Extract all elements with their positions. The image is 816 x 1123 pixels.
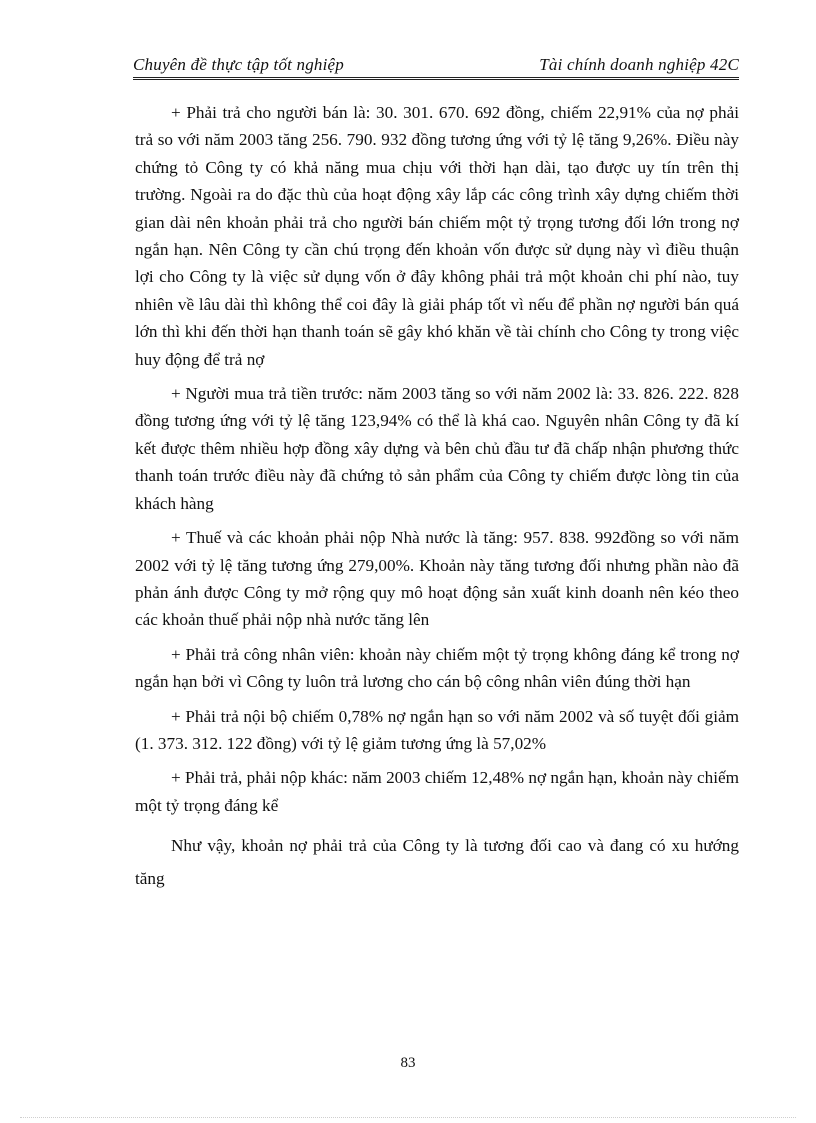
paragraph-conclusion: Như vậy, khoản nợ phải trả của Công ty là tương đối cao và đang có xu hướng tăng <box>135 836 739 889</box>
paragraph-payables-to-employees: + Phải trả công nhân viên: khoản này chiếm một tỷ trọng không đáng kể trong nợ ngắn hạn bởi vì Công ty luôn trả lương cho cán bộ công nhân viên đúng thời hạn <box>135 644 739 692</box>
paragraph-buyer-prepayments: + Người mua trả tiền trước: năm 2003 tăng so với năm 2002 là: 33. 826. 222. 828 đồng tương ứng với tỷ lệ tăng 123,94% có thể là khá cao. Nguyên nhân Công ty đã kí kết được thêm nhiều hợp đồng xây dựng và bên chủ đầu tư đã chấp nhận phương thức thanh toán trước điều này đã chứng tỏ sản phẩm của Công ty chiếm được lòng tin của khách hàng <box>135 384 739 513</box>
paragraph-internal-payables: + Phải trả nội bộ chiếm 0,78% nợ ngắn hạn so với năm 2002 và số tuyệt đối giảm (1. 373. 312. 122 đồng) với tỷ lệ giảm tương ứng là 57,02% <box>135 706 739 753</box>
header-right-title: Tài chính doanh nghiệp 42C <box>539 55 739 74</box>
page-number: 83 <box>400 1055 416 1071</box>
header-left-title: Chuyên đề thực tập tốt nghiệp <box>133 55 345 74</box>
paragraph-payables-to-sellers: + Phải trả cho người bán là: 30. 301. 670. 692 đồng, chiếm 22,91% của nợ phải trả so với năm 2003 tăng 256. 790. 932 đồng tương ứng với tỷ lệ tăng 9,26%. Điều này chứng tỏ Công ty có khả năng mua chịu với thời hạn dài, tạo được uy tín trên thị trường. Ngoài ra do đặc thù của hoạt động xây lắp các công trình xây dựng chiếm thời gian dài nên khoản phải trả cho người bán chiếm một tỷ trọng tương đối lớn trong nợ ngắn hạn. Nên Công ty cần chú trọng đến khoản vốn được sử dụng này vì điều thuận lợi cho Công ty là việc sử dụng vốn ở đây không phải trả một khoản chi phí nào, tuy nhiên về lâu dài thì không thể coi đây là giải pháp tốt vì nếu để phần nợ người bán quá lớn thì khi đến thời hạn thanh toán sẽ gây khó khăn về tài chính cho Công ty trong việc huy động để trả nợ <box>135 103 739 369</box>
page-header <box>133 49 739 80</box>
page-bottom-divider <box>20 1117 796 1118</box>
document-body <box>135 99 739 902</box>
paragraph-other-payables: + Phải trả, phải nộp khác: năm 2003 chiếm 12,48% nợ ngắn hạn, khoản này chiếm một tỷ trọng đáng kể <box>135 768 739 815</box>
paragraph-taxes-payable: + Thuế và các khoản phải nộp Nhà nước là tăng: 957. 838. 992đồng so với năm 2002 với tỷ lệ tăng tương ứng 279,00%. Khoản này tăng tương đối nhưng phần nào đã phản ánh được Công ty mở rộng quy mô hoạt động sản xuất kinh doanh nên kéo theo các khoản thuế phải nộp nhà nước tăng lên <box>135 528 739 630</box>
